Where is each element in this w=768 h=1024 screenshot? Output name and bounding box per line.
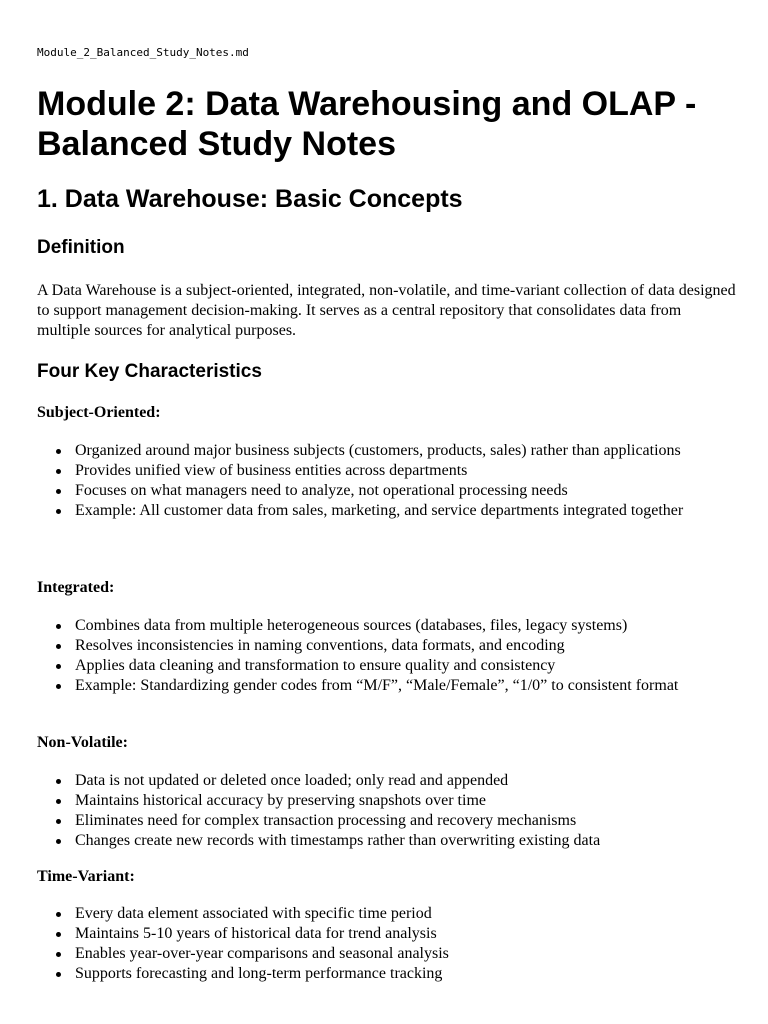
list-item: [37, 791, 700, 811]
bullet-icon: [56, 684, 61, 689]
list-item-text: Example: Standardizing gender codes from “M/F”, “Male/Female”, “1/0” to consistent format: [75, 677, 679, 694]
characteristic-list-subject-oriented: [37, 441, 737, 521]
list-item: [37, 811, 700, 831]
list-item: [37, 501, 700, 521]
definition-heading: Definition: [37, 237, 125, 258]
characteristic-label-subject-oriented: Subject-Oriented:: [37, 404, 161, 421]
list-item-text: Organized around major business subjects (customers, products, sales) rather than applications: [75, 442, 681, 459]
characteristics-heading: Four Key Characteristics: [37, 361, 262, 382]
list-item: [37, 924, 700, 944]
characteristic-list-integrated: [37, 616, 737, 696]
list-item: [37, 656, 700, 676]
list-item-text: Data is not updated or deleted once loaded; only read and appended: [75, 772, 509, 789]
list-item: [37, 944, 700, 964]
characteristic-list-time-variant: [37, 904, 737, 984]
characteristic-label-integrated: Integrated:: [37, 579, 115, 596]
list-item-text: Supports forecasting and long-term performance tracking: [75, 965, 443, 982]
bullet-icon: [56, 819, 61, 824]
list-item-text: Combines data from multiple heterogeneous sources (databases, files, legacy systems): [75, 617, 628, 634]
bullet-icon: [56, 912, 61, 917]
list-item-text: Resolves inconsistencies in naming conventions, data formats, and encoding: [75, 637, 565, 654]
document-title: Module 2: Data Warehousing and OLAP - Balanced Study Notes: [37, 85, 697, 163]
definition-paragraph: A Data Warehouse is a subject-oriented, integrated, non-volatile, and time-variant collection of data designed to support management decision-making. It serves as a central repository that consolidates data from multiple sources for analytical purposes.: [37, 282, 736, 339]
list-item: [37, 831, 700, 851]
list-item: [37, 771, 700, 791]
list-item: [37, 636, 700, 656]
list-item-text: Applies data cleaning and transformation to ensure quality and consistency: [75, 657, 556, 674]
bullet-icon: [56, 839, 61, 844]
characteristic-label-time-variant: Time-Variant:: [37, 868, 135, 885]
list-item: [37, 904, 700, 924]
bullet-icon: [56, 644, 61, 649]
list-item: [37, 461, 700, 481]
list-item: [37, 441, 700, 461]
list-item: [37, 481, 700, 501]
bullet-icon: [56, 449, 61, 454]
bullet-icon: [56, 664, 61, 669]
bullet-icon: [56, 952, 61, 957]
bullet-icon: [56, 624, 61, 629]
list-item-text: Maintains 5-10 years of historical data for trend analysis: [75, 925, 437, 942]
list-item-text: Provides unified view of business entities across departments: [75, 462, 468, 479]
bullet-icon: [56, 469, 61, 474]
bullet-icon: [56, 799, 61, 804]
bullet-icon: [56, 489, 61, 494]
bullet-icon: [56, 779, 61, 784]
characteristic-list-non-volatile: [37, 771, 737, 851]
list-item-text: Eliminates need for complex transaction processing and recovery mechanisms: [75, 812, 577, 829]
list-item-text: Every data element associated with specific time period: [75, 905, 432, 922]
list-item-text: Maintains historical accuracy by preserving snapshots over time: [75, 792, 486, 809]
bullet-icon: [56, 972, 61, 977]
list-item-text: Changes create new records with timestamps rather than overwriting existing data: [75, 832, 601, 849]
list-item: [37, 676, 700, 696]
list-item: [37, 616, 700, 636]
bullet-icon: [56, 509, 61, 514]
characteristic-label-non-volatile: Non-Volatile:: [37, 734, 128, 751]
list-item-text: Enables year-over-year comparisons and seasonal analysis: [75, 945, 449, 962]
bullet-icon: [56, 932, 61, 937]
list-item: [37, 964, 700, 984]
list-item-text: Focuses on what managers need to analyze, not operational processing needs: [75, 482, 568, 499]
list-item-text: Example: All customer data from sales, marketing, and service departments integrated together: [75, 502, 684, 519]
file-name: Module_2_Balanced_Study_Notes.md: [37, 46, 249, 59]
section-heading: 1. Data Warehouse: Basic Concepts: [37, 185, 463, 213]
